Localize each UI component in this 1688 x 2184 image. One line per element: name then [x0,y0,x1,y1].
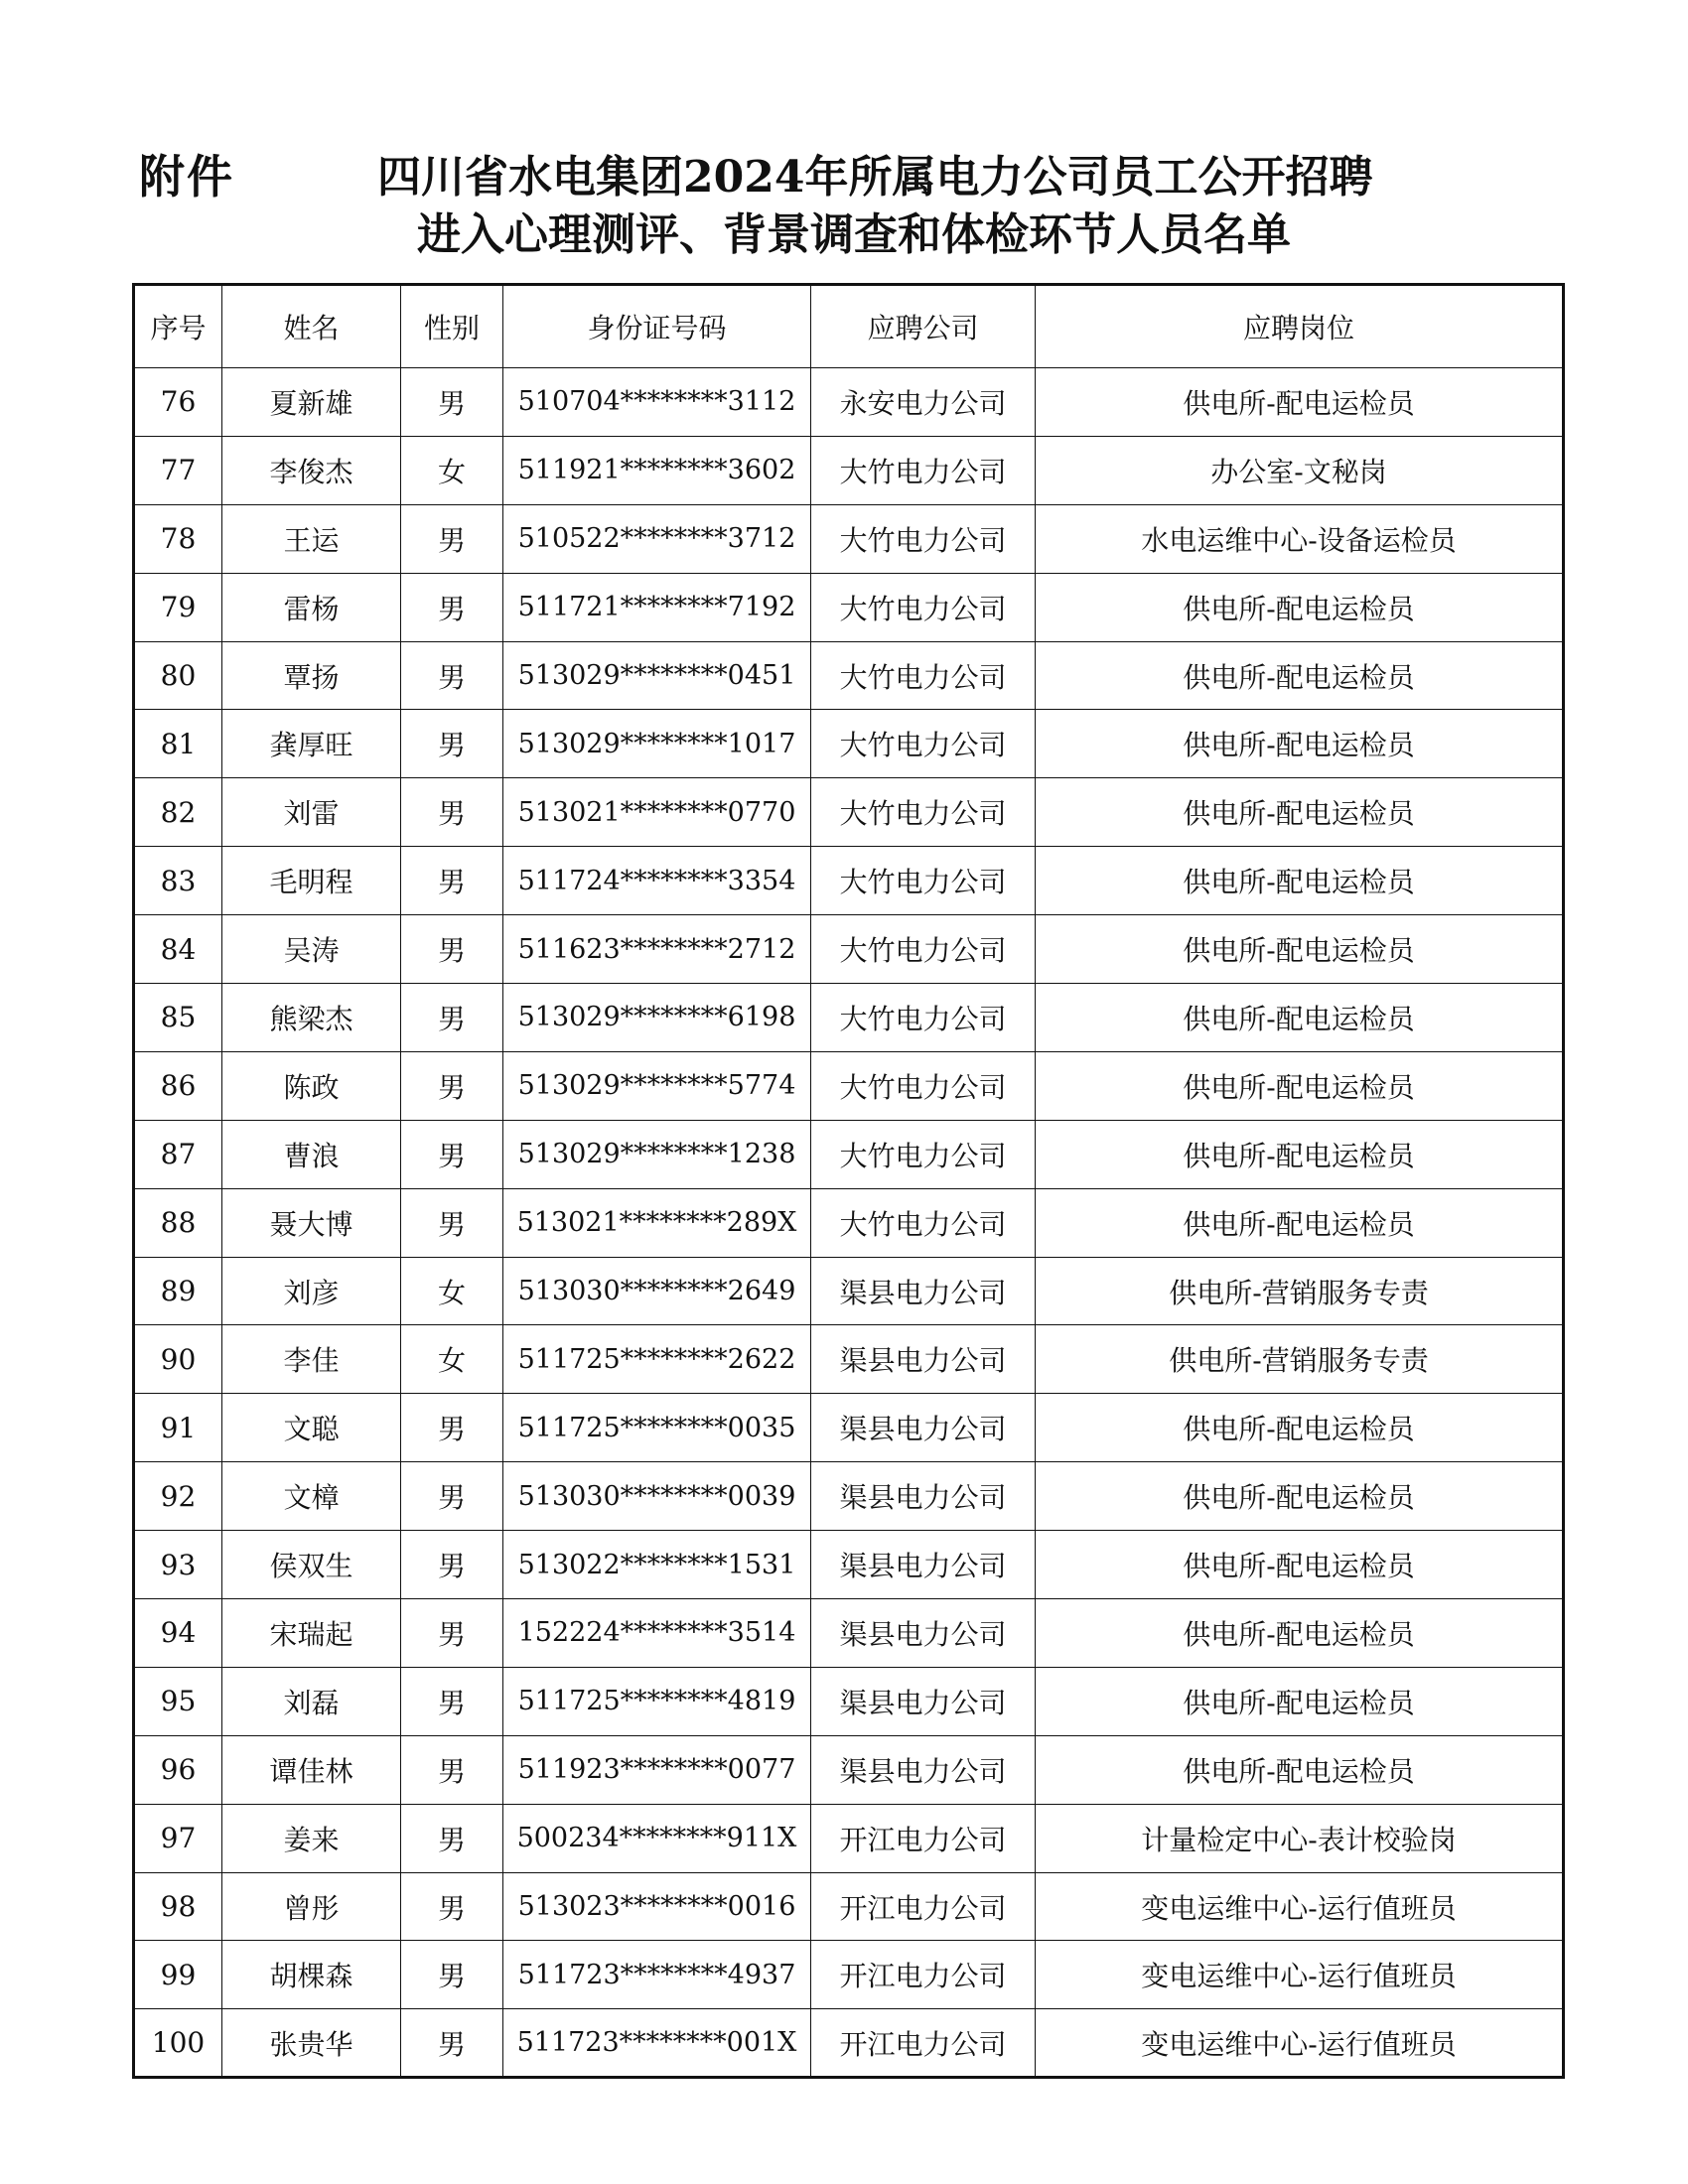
table-row [134,1257,1564,1325]
cell-gender: 男 [401,778,503,847]
cell-position: 供电所-配电运检员 [1036,915,1564,984]
cell-company: 大竹电力公司 [811,915,1036,984]
cell-gender: 男 [401,573,503,641]
cell-index: 97 [134,1804,222,1872]
cell-name: 刘雷 [222,778,401,847]
cell-company: 开江电力公司 [811,1872,1036,1941]
cell-index: 90 [134,1325,222,1394]
cell-id-number: 511623********2712 [503,915,811,984]
cell-index: 91 [134,1394,222,1462]
cell-name: 李俊杰 [222,436,401,504]
cell-id-number: 511721********7192 [503,573,811,641]
cell-id-number: 513021********289X [503,1188,811,1257]
cell-gender: 男 [401,1188,503,1257]
cell-name: 龚厚旺 [222,710,401,778]
cell-index: 85 [134,984,222,1052]
cell-gender: 男 [401,1051,503,1120]
attachment-label: 附件 [139,150,234,204]
cell-name: 覃扬 [222,641,401,710]
cell-index: 88 [134,1188,222,1257]
cell-position: 供电所-配电运检员 [1036,778,1564,847]
table-row [134,436,1564,504]
cell-gender: 男 [401,710,503,778]
cell-position: 计量检定中心-表计校验岗 [1036,1804,1564,1872]
cell-position: 供电所-配电运检员 [1036,1188,1564,1257]
cell-index: 84 [134,915,222,984]
cell-name: 宋瑞起 [222,1599,401,1668]
cell-index: 77 [134,436,222,504]
cell-company: 渠县电力公司 [811,1394,1036,1462]
column-header-company: 应聘公司 [811,285,1036,368]
table-row [134,1941,1564,2009]
table-row [134,915,1564,984]
cell-position: 供电所-配电运检员 [1036,847,1564,915]
cell-company: 大竹电力公司 [811,1120,1036,1188]
cell-id-number: 510522********3712 [503,504,811,573]
cell-id-number: 513021********0770 [503,778,811,847]
cell-gender: 男 [401,984,503,1052]
table-row [134,1667,1564,1735]
cell-index: 95 [134,1667,222,1735]
cell-index: 99 [134,1941,222,2009]
cell-position: 供电所-配电运检员 [1036,710,1564,778]
cell-gender: 男 [401,1941,503,2009]
cell-company: 大竹电力公司 [811,1051,1036,1120]
cell-name: 王运 [222,504,401,573]
cell-company: 大竹电力公司 [811,847,1036,915]
cell-gender: 男 [401,1462,503,1531]
cell-position: 水电运维中心-设备运检员 [1036,504,1564,573]
cell-company: 大竹电力公司 [811,1188,1036,1257]
cell-company: 大竹电力公司 [811,436,1036,504]
cell-position: 办公室-文秘岗 [1036,436,1564,504]
cell-name: 夏新雄 [222,368,401,437]
document-title-line-2: 进入心理测评、背景调查和体检环节人员名单 [417,209,1291,260]
table-row [134,1188,1564,1257]
cell-company: 开江电力公司 [811,1941,1036,2009]
table-row [134,1325,1564,1394]
cell-id-number: 511923********0077 [503,1735,811,1804]
cell-name: 陈政 [222,1051,401,1120]
cell-position: 供电所-配电运检员 [1036,1667,1564,1735]
cell-gender: 男 [401,641,503,710]
cell-id-number: 152224********3514 [503,1599,811,1668]
cell-company: 大竹电力公司 [811,778,1036,847]
column-header-id-number: 身份证号码 [503,285,811,368]
cell-gender: 男 [401,1872,503,1941]
cell-index: 86 [134,1051,222,1120]
cell-company: 渠县电力公司 [811,1599,1036,1668]
cell-index: 81 [134,710,222,778]
cell-position: 供电所-配电运检员 [1036,1394,1564,1462]
cell-index: 100 [134,2009,222,2078]
cell-name: 曹浪 [222,1120,401,1188]
cell-gender: 男 [401,847,503,915]
cell-company: 大竹电力公司 [811,984,1036,1052]
cell-name: 姜来 [222,1804,401,1872]
column-header-name: 姓名 [222,285,401,368]
cell-gender: 男 [401,1735,503,1804]
cell-name: 文樟 [222,1462,401,1531]
cell-name: 李佳 [222,1325,401,1394]
cell-gender: 男 [401,368,503,437]
table-row [134,1804,1564,1872]
cell-position: 供电所-营销服务专责 [1036,1325,1564,1394]
cell-index: 94 [134,1599,222,1668]
cell-position: 供电所-营销服务专责 [1036,1257,1564,1325]
cell-id-number: 511921********3602 [503,436,811,504]
cell-id-number: 511723********001X [503,2009,811,2078]
cell-index: 83 [134,847,222,915]
table-row [134,573,1564,641]
table-row [134,1051,1564,1120]
cell-position: 供电所-配电运检员 [1036,573,1564,641]
cell-index: 96 [134,1735,222,1804]
cell-position: 变电运维中心-运行值班员 [1036,1941,1564,2009]
cell-company: 渠县电力公司 [811,1667,1036,1735]
table-row [134,1735,1564,1804]
cell-id-number: 513030********2649 [503,1257,811,1325]
cell-index: 87 [134,1120,222,1188]
cell-position: 供电所-配电运检员 [1036,1599,1564,1668]
table-row [134,641,1564,710]
cell-name: 毛明程 [222,847,401,915]
cell-position: 供电所-配电运检员 [1036,984,1564,1052]
cell-id-number: 513023********0016 [503,1872,811,1941]
cell-position: 变电运维中心-运行值班员 [1036,1872,1564,1941]
cell-company: 大竹电力公司 [811,641,1036,710]
table-row [134,984,1564,1052]
table-row [134,2009,1564,2078]
cell-company: 大竹电力公司 [811,504,1036,573]
cell-index: 93 [134,1531,222,1599]
table-row [134,1599,1564,1668]
cell-index: 80 [134,641,222,710]
cell-name: 聂大博 [222,1188,401,1257]
cell-name: 胡棵森 [222,1941,401,2009]
cell-id-number: 513029********1238 [503,1120,811,1188]
cell-name: 熊梁杰 [222,984,401,1052]
cell-name: 吴涛 [222,915,401,984]
table-row [134,847,1564,915]
cell-id-number: 511723********4937 [503,1941,811,2009]
cell-id-number: 510704********3112 [503,368,811,437]
cell-company: 渠县电力公司 [811,1325,1036,1394]
cell-id-number: 513029********0451 [503,641,811,710]
cell-name: 谭佳林 [222,1735,401,1804]
cell-company: 渠县电力公司 [811,1531,1036,1599]
table-row [134,1531,1564,1599]
cell-company: 渠县电力公司 [811,1462,1036,1531]
table-row [134,504,1564,573]
cell-position: 供电所-配电运检员 [1036,1120,1564,1188]
cell-id-number: 511725********2622 [503,1325,811,1394]
cell-name: 张贵华 [222,2009,401,2078]
cell-gender: 女 [401,436,503,504]
cell-gender: 男 [401,1120,503,1188]
cell-position: 供电所-配电运检员 [1036,641,1564,710]
cell-id-number: 513022********1531 [503,1531,811,1599]
cell-position: 供电所-配电运检员 [1036,1051,1564,1120]
cell-id-number: 511724********3354 [503,847,811,915]
cell-index: 79 [134,573,222,641]
table-row [134,368,1564,437]
cell-id-number: 513029********5774 [503,1051,811,1120]
cell-id-number: 513029********6198 [503,984,811,1052]
cell-name: 刘彦 [222,1257,401,1325]
cell-company: 开江电力公司 [811,1804,1036,1872]
table-row [134,1462,1564,1531]
cell-position: 供电所-配电运检员 [1036,1735,1564,1804]
cell-position: 供电所-配电运检员 [1036,1462,1564,1531]
cell-index: 89 [134,1257,222,1325]
cell-id-number: 511725********4819 [503,1667,811,1735]
cell-position: 供电所-配电运检员 [1036,1531,1564,1599]
cell-name: 曾彤 [222,1872,401,1941]
table-header-row [134,285,1564,368]
cell-company: 开江电力公司 [811,2009,1036,2078]
cell-id-number: 511725********0035 [503,1394,811,1462]
cell-gender: 男 [401,1599,503,1668]
cell-name: 雷杨 [222,573,401,641]
table-row [134,1394,1564,1462]
cell-company: 大竹电力公司 [811,573,1036,641]
cell-gender: 男 [401,1394,503,1462]
table-row [134,1872,1564,1941]
cell-name: 刘磊 [222,1667,401,1735]
cell-position: 供电所-配电运检员 [1036,368,1564,437]
column-header-gender: 性别 [401,285,503,368]
cell-gender: 女 [401,1257,503,1325]
cell-gender: 男 [401,1804,503,1872]
cell-company: 大竹电力公司 [811,710,1036,778]
cell-company: 渠县电力公司 [811,1735,1036,1804]
cell-gender: 男 [401,1667,503,1735]
cell-id-number: 500234********911X [503,1804,811,1872]
cell-gender: 男 [401,2009,503,2078]
cell-gender: 男 [401,504,503,573]
cell-gender: 男 [401,915,503,984]
column-header-position: 应聘岗位 [1036,285,1564,368]
cell-id-number: 513029********1017 [503,710,811,778]
table-row [134,710,1564,778]
cell-company: 永安电力公司 [811,368,1036,437]
column-header-index: 序号 [134,285,222,368]
cell-index: 92 [134,1462,222,1531]
table-row [134,778,1564,847]
cell-index: 78 [134,504,222,573]
cell-index: 76 [134,368,222,437]
document-title-line-1: 四川省水电集团2024年所属电力公司员工公开招聘 [377,152,1373,203]
cell-gender: 女 [401,1325,503,1394]
candidate-table [132,283,1565,2079]
cell-index: 82 [134,778,222,847]
cell-index: 98 [134,1872,222,1941]
cell-company: 渠县电力公司 [811,1257,1036,1325]
table-row [134,1120,1564,1188]
cell-position: 变电运维中心-运行值班员 [1036,2009,1564,2078]
cell-gender: 男 [401,1531,503,1599]
cell-name: 文聪 [222,1394,401,1462]
cell-name: 侯双生 [222,1531,401,1599]
cell-id-number: 513030********0039 [503,1462,811,1531]
